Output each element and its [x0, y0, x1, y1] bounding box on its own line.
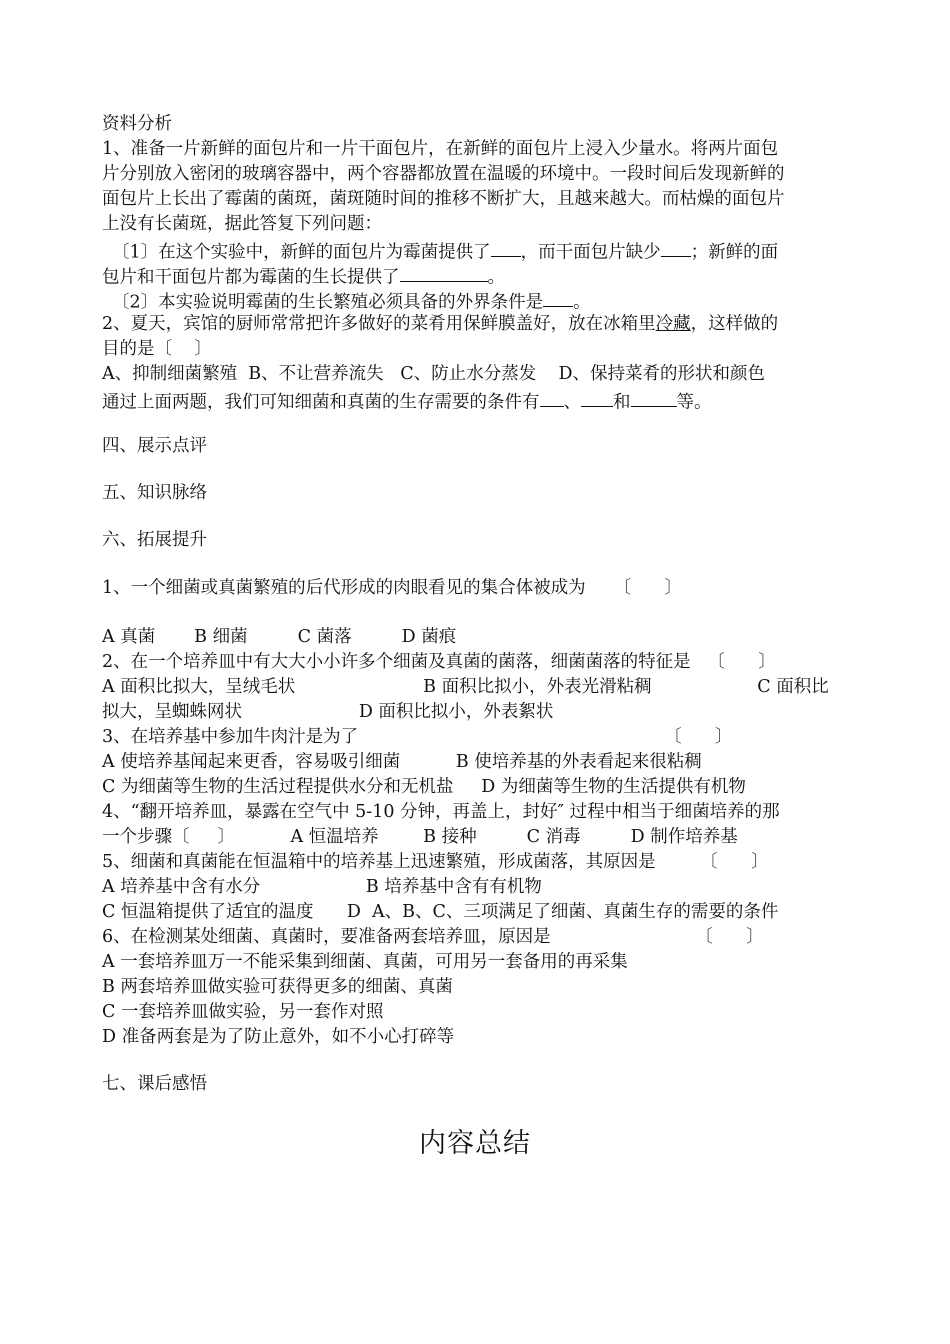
q2-line: [102, 312, 862, 336]
q2-summary-text: 等。: [676, 392, 712, 413]
ext-question-5: 5、细菌和真菌能在恒温箱中的培养基上迅速繁殖，形成菌落，其原因是 〔 〕: [102, 852, 769, 872]
ext-question-2: 2、在一个培养皿中有大大小小许多个细菌及真菌的菌落，细菌菌落的特征是 〔 〕: [102, 652, 776, 672]
ext-question-6-option: D 准备两套是为了防止意外，如不小心打碎等: [102, 1027, 455, 1047]
answer-blank[interactable]: [491, 237, 521, 257]
q2-line: 目的是〔 〕: [102, 339, 212, 359]
answer-blank[interactable]: [540, 387, 564, 407]
ext-question-2-options: A 面积比拟大，呈绒毛状 B 面积比拟小，外表光滑粘稠 C 面积比: [102, 677, 829, 697]
section-heading-4: 四、展示点评: [102, 436, 207, 456]
section-heading-7: 七、课后感悟: [102, 1074, 207, 1094]
material-heading: 资料分析: [102, 114, 172, 134]
q2-text: ，这样做的: [690, 314, 779, 334]
q1-sub1-text: ，而干面包片缺少: [520, 242, 661, 263]
q2-underlined-word: 冷藏: [655, 314, 691, 334]
ext-question-5-options: A 培养基中含有水分 B 培养基中含有有机物: [102, 877, 542, 897]
ext-question-1: 1、一个细菌或真菌繁殖的后代形成的肉眼看见的集合体被成为 〔 〕: [102, 578, 682, 598]
ext-question-6-option: C 一套培养皿做实验，另一套作对照: [102, 1002, 384, 1022]
q1-sub1-text: 〔1〕在这个实验中，新鲜的面包片为霉菌提供了: [112, 242, 491, 263]
ext-question-6-option: A 一套培养皿万一不能采集到细菌、真菌，可用另一套备用的再采集: [102, 952, 628, 972]
summary-title: 内容总结: [419, 1128, 531, 1159]
ext-question-5-options: C 恒温箱提供了适宜的温度 D A、B、C、三项满足了细菌、真菌生存的需要的条件: [102, 902, 779, 922]
ext-question-3: 3、在培养基中参加牛肉汁是为了 〔 〕: [102, 727, 733, 747]
q1-text-line: 上没有长菌斑，据此答复下列问题：: [102, 214, 382, 234]
q2-text: 2、夏天，宾馆的厨师常常把许多做好的菜肴用保鲜膜盖好，放在冰箱里: [102, 314, 656, 334]
answer-blank[interactable]: [400, 262, 488, 282]
q2-options: A、抑制细菌繁殖 B、不让营养流失 C、防止水分蒸发 D、保持菜肴的形状和颜色: [102, 364, 765, 384]
answer-blank[interactable]: [661, 237, 691, 257]
ext-question-6: 6、在检测某处细菌、真菌时，要准备两套培养皿，原因是 〔 〕: [102, 927, 764, 947]
ext-question-4: 4、“翻开培养皿，暴露在空气中 5-10 分钟，再盖上，封好″ 过程中相当于细菌培养的那: [102, 802, 780, 822]
q1-sub1-line: [102, 262, 862, 289]
answer-blank[interactable]: [631, 387, 677, 407]
q1-text-line: 片分别放入密闭的玻璃容器中，两个容器都放置在温暖的环境中。一段时间后发现新鲜的: [102, 164, 785, 184]
q1-text-line: 面包片上长出了霉菌的菌斑，菌斑随时间的推移不断扩大，且越来越大。而枯燥的面包片: [102, 189, 785, 209]
q1-sub2-text: 。: [573, 292, 591, 313]
section-heading-6: 六、拓展提升: [102, 530, 207, 550]
ext-question-2-options: 拟大，呈蜘蛛网状 D 面积比拟小，外表絮状: [102, 702, 554, 722]
q2-summary-text: 和: [613, 392, 631, 413]
q2-summary-text: 通过上面两题，我们可知细菌和真菌的生存需要的条件有: [102, 392, 540, 413]
answer-blank[interactable]: [543, 287, 573, 307]
ext-question-6-option: B 两套培养皿做实验可获得更多的细菌、真菌: [102, 977, 453, 997]
q1-sub1-text: 。: [487, 267, 505, 288]
q1-sub2-line: [112, 287, 872, 314]
q2-summary-text: 、: [563, 392, 581, 413]
ext-question-4-options: 一个步骤〔 〕 A 恒温培养 B 接种 C 消毒 D 制作培养基: [102, 827, 738, 847]
q1-text-line: 1、准备一片新鲜的面包片和一片干面包片，在新鲜的面包片上浸入少量水。将两片面包: [102, 139, 779, 159]
q1-sub1-line: [112, 237, 872, 264]
q2-summary-line: [102, 387, 862, 414]
section-heading-5: 五、知识脉络: [102, 483, 207, 503]
q1-sub1-text: 包片和干面包片都为霉菌的生长提供了: [102, 267, 400, 288]
q1-sub2-text: 〔2〕本实验说明霉菌的生长繁殖必须具备的外界条件是: [112, 292, 544, 313]
ext-question-1-options: A 真菌 B 细菌 C 菌落 D 菌痕: [102, 627, 457, 647]
q1-sub1-text: ；新鲜的面: [690, 242, 779, 263]
answer-blank[interactable]: [581, 387, 613, 407]
ext-question-3-options: C 为细菌等生物的生活过程提供水分和无机盐 D 为细菌等生物的生活提供有机物: [102, 777, 746, 797]
ext-question-3-options: A 使培养基闻起来更香，容易吸引细菌 B 使培养基的外表看起来很粘稠: [102, 752, 702, 772]
